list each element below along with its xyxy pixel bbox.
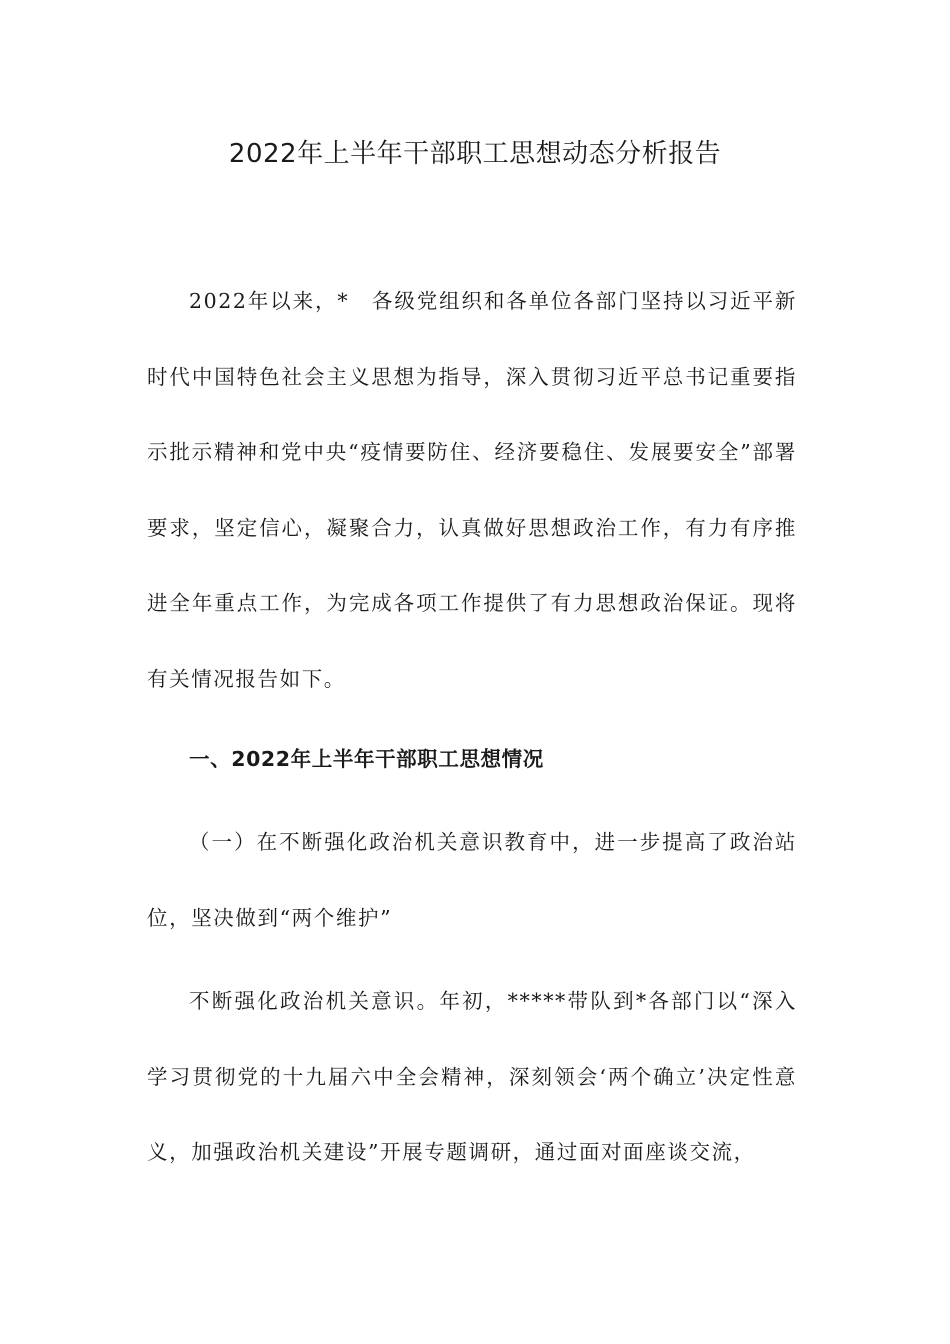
document-title: 2022年上半年干部职工思想动态分析报告	[228, 139, 722, 169]
subsection-heading-1: （一）在不断强化政治机关意识教育中，进一步提高了政治站位，坚决做到“两个维护”	[147, 830, 797, 930]
subsection-body-paragraph: 不断强化政治机关意识。年初，*****带队到*各部门以“深入学习贯彻党的十九届六中全会精神，深刻领会‘两个确立’决定性意义，加强政治机关建设”开展专题调研，通过面对面座谈交流，	[147, 989, 797, 1164]
intro-paragraph: 2022年以来，* 各级党组织和各单位各部门坚持以习近平新时代中国特色社会主义思想为指导，深入贯彻习近平总书记重要指示批示精神和党中央“疫情要防住、经济要稳住、发展要安全”部署要求，坚定信心，凝聚合力，认真做好思想政治工作，有力有序推进全年重点工作，为完成各项工作提供了有力思想政治保证。现将有关情况报告如下。	[147, 289, 797, 691]
section-heading-1: 一、2022年上半年干部职工思想情况	[189, 747, 544, 771]
